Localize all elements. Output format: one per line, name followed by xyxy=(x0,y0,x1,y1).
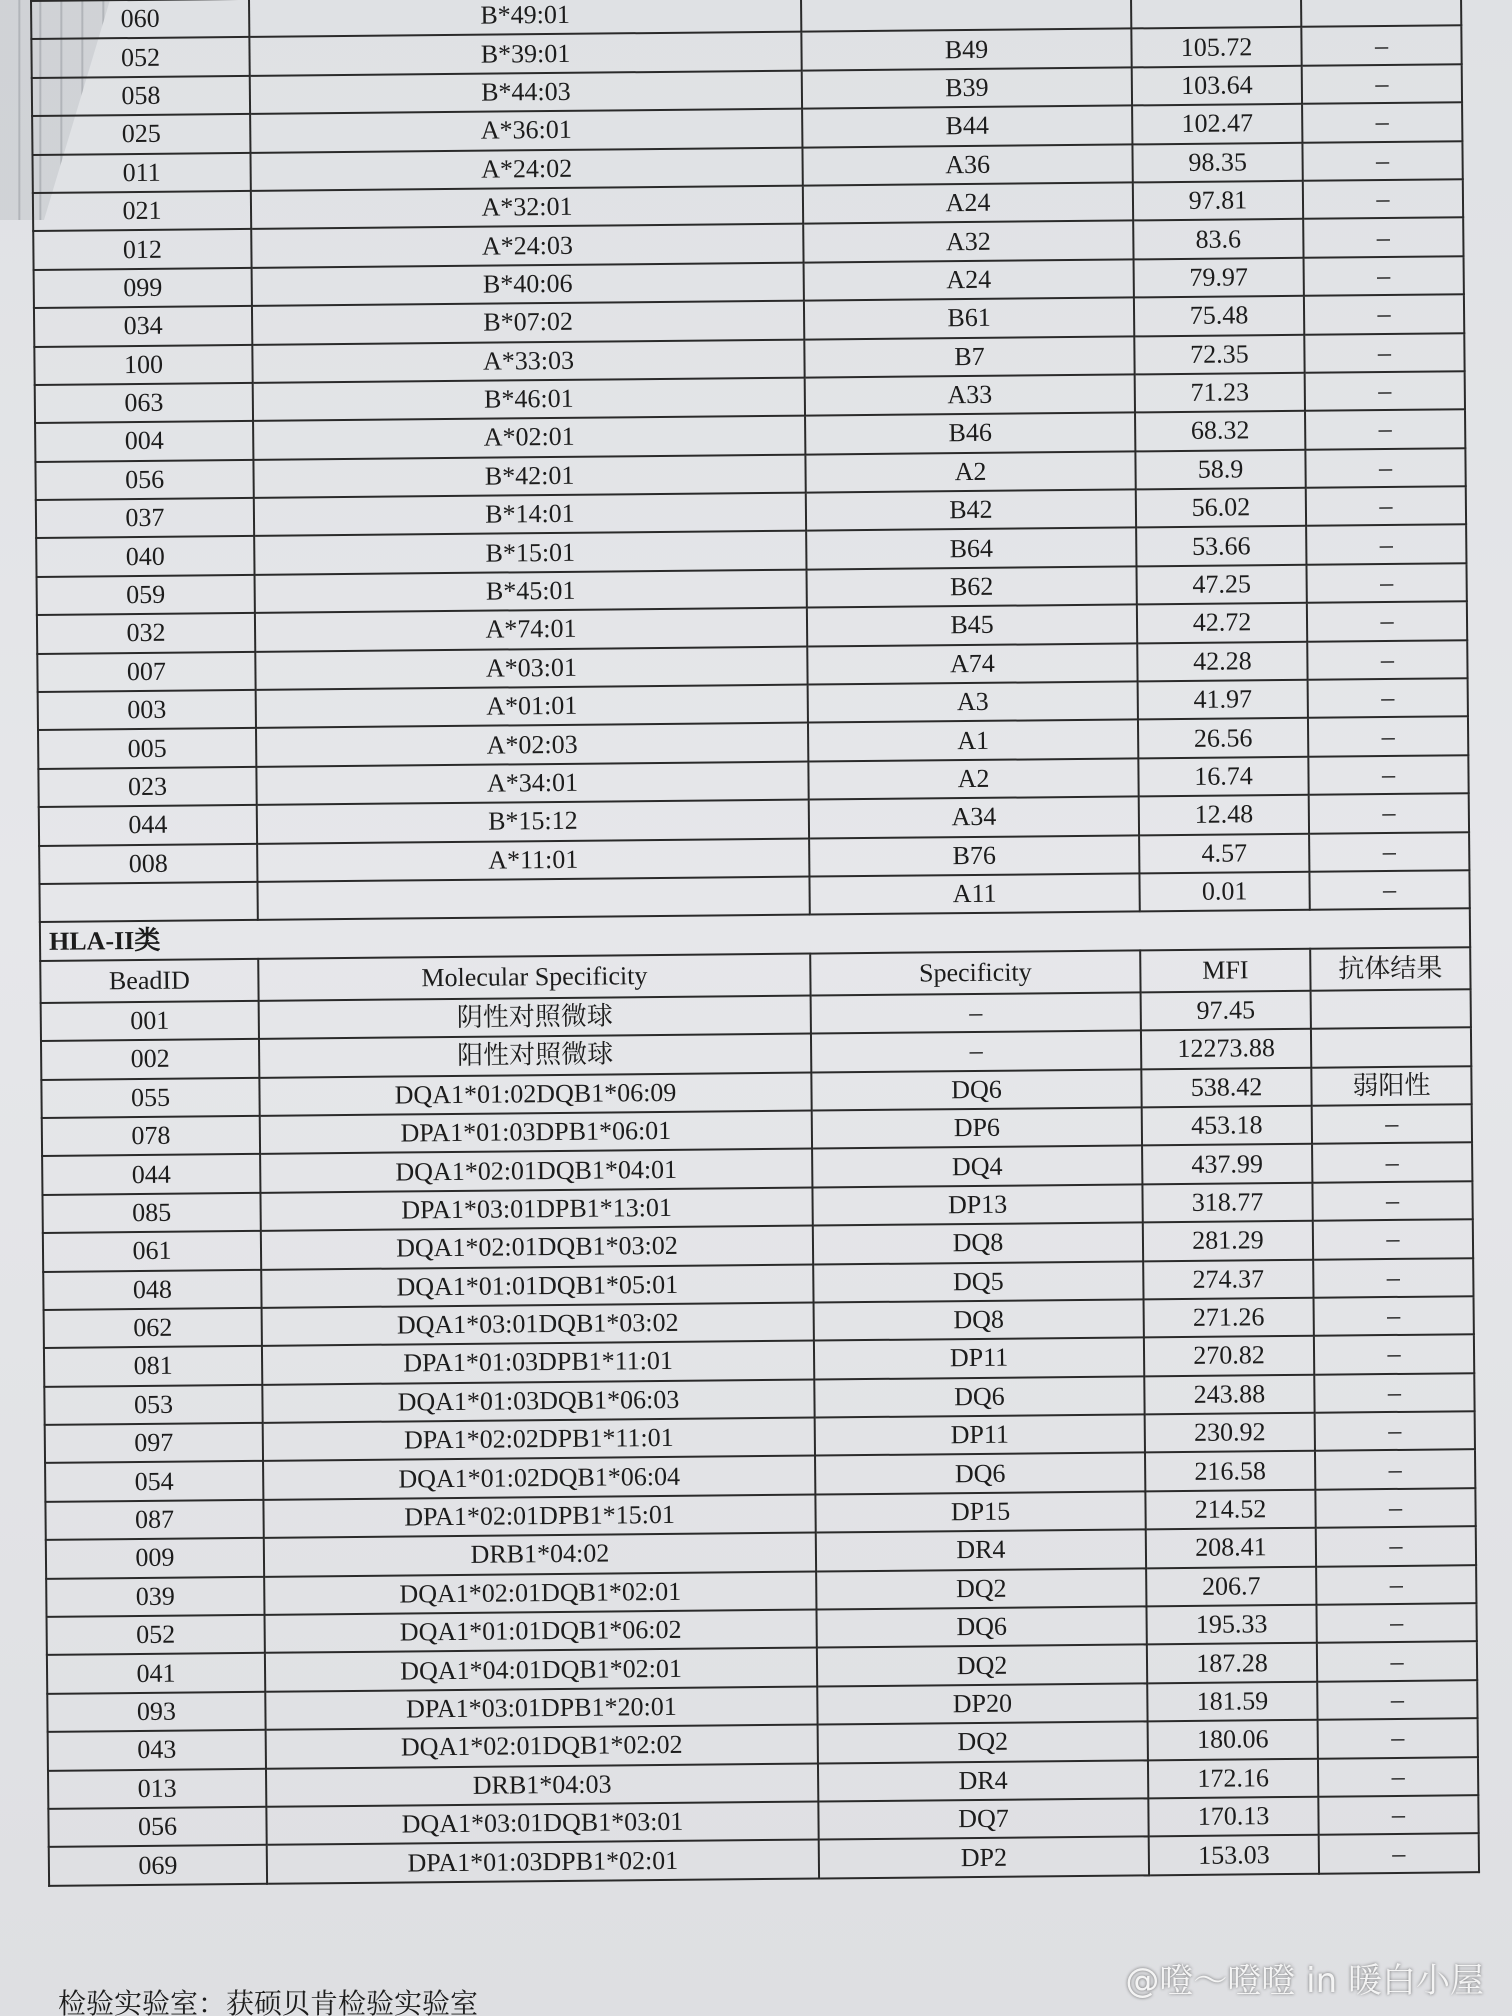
molecular-specificity-cell: 阴性对照微球 xyxy=(259,995,811,1039)
specificity-cell: DP20 xyxy=(817,1683,1147,1725)
specificity-cell: B61 xyxy=(804,298,1134,340)
antibody-result-cell: – xyxy=(1305,448,1465,488)
antibody-result-cell: – xyxy=(1302,141,1462,181)
specificity-cell: DR4 xyxy=(818,1760,1148,1802)
antibody-result-cell: – xyxy=(1304,294,1464,334)
bead-id-cell: 060 xyxy=(31,0,249,39)
specificity-cell: DQ2 xyxy=(816,1568,1146,1610)
specificity-cell: A2 xyxy=(805,451,1135,493)
specificity-cell: DQ6 xyxy=(814,1376,1144,1418)
antibody-result-cell: – xyxy=(1307,640,1467,680)
bead-id-cell: 085 xyxy=(42,1193,260,1233)
molecular-specificity-cell: DQA1*02:01DQB1*03:02 xyxy=(261,1226,813,1270)
antibody-result-cell: – xyxy=(1301,26,1461,66)
antibody-result-cell: – xyxy=(1317,1680,1477,1720)
specificity-cell: B7 xyxy=(804,336,1134,378)
specificity-cell: A1 xyxy=(808,720,1138,762)
antibody-result-cell: – xyxy=(1306,525,1466,565)
mfi-cell: 41.97 xyxy=(1138,680,1308,720)
bead-id-cell: 025 xyxy=(32,114,250,154)
antibody-result-cell: – xyxy=(1305,371,1465,411)
mfi-cell: 206.7 xyxy=(1146,1566,1316,1606)
bead-id-cell: 052 xyxy=(47,1615,265,1655)
mfi-cell: 71.23 xyxy=(1135,373,1305,413)
molecular-specificity-cell: B*15:01 xyxy=(254,531,806,575)
molecular-specificity-cell: DQA1*01:03DQB1*06:03 xyxy=(262,1379,814,1423)
mfi-cell: 26.56 xyxy=(1138,718,1308,758)
antibody-result-cell: – xyxy=(1314,1296,1474,1336)
molecular-specificity-cell: B*44:03 xyxy=(250,70,802,114)
molecular-specificity-cell: A*33:03 xyxy=(252,339,804,383)
bead-id-cell: 087 xyxy=(45,1500,263,1540)
specificity-cell: – xyxy=(811,1031,1141,1073)
molecular-specificity-cell: B*07:02 xyxy=(252,301,804,345)
specificity-cell xyxy=(801,0,1131,32)
bead-id-cell: 013 xyxy=(48,1768,266,1808)
molecular-specificity-cell: DQA1*01:01DQB1*06:02 xyxy=(265,1610,817,1654)
molecular-specificity-cell: B*42:01 xyxy=(253,454,805,498)
bead-id-cell: 003 xyxy=(38,690,256,730)
molecular-specificity-cell: DQA1*01:02DQB1*06:09 xyxy=(259,1072,811,1116)
bead-id-cell: 062 xyxy=(44,1308,262,1348)
specificity-cell: – xyxy=(811,992,1141,1034)
bead-id-cell: 034 xyxy=(34,306,252,346)
specificity-cell: DP13 xyxy=(812,1184,1142,1226)
antibody-result-cell: – xyxy=(1314,1373,1474,1413)
bead-id-cell: 040 xyxy=(36,536,254,576)
molecular-specificity-cell: DRB1*04:03 xyxy=(266,1763,818,1807)
specificity-cell: DP6 xyxy=(812,1107,1142,1149)
molecular-specificity-cell: DQA1*02:01DQB1*02:01 xyxy=(264,1571,816,1615)
mfi-cell: 271.26 xyxy=(1144,1298,1314,1338)
antibody-result-cell: – xyxy=(1307,601,1467,641)
specificity-cell: A74 xyxy=(807,643,1137,685)
bead-id-cell: 011 xyxy=(32,152,250,192)
molecular-specificity-cell: DPA1*02:02DPB1*11:01 xyxy=(263,1418,815,1462)
molecular-specificity-cell: A*34:01 xyxy=(256,761,808,805)
specificity-cell: DQ4 xyxy=(812,1146,1142,1188)
mfi-cell: 318.77 xyxy=(1142,1182,1312,1222)
watermark: @噔～噔噔 in 暖白小屋 xyxy=(1125,1961,1484,2001)
antibody-result-cell: – xyxy=(1306,486,1466,526)
molecular-specificity-cell: B*46:01 xyxy=(253,377,805,421)
specificity-cell: DP11 xyxy=(815,1414,1145,1456)
bead-id-cell: 002 xyxy=(41,1039,259,1079)
specificity-cell: DQ6 xyxy=(816,1606,1146,1648)
antibody-result-cell: – xyxy=(1308,717,1468,757)
header-specificity: Specificity xyxy=(810,950,1140,995)
bead-id-cell: 043 xyxy=(48,1730,266,1770)
bead-id-cell: 052 xyxy=(31,37,249,77)
bead-id-cell: 012 xyxy=(33,229,251,269)
antibody-result-cell: – xyxy=(1302,64,1462,104)
mfi-cell: 4.57 xyxy=(1139,833,1309,873)
antibody-result-cell: – xyxy=(1315,1411,1475,1451)
molecular-specificity-cell: DQA1*01:01DQB1*05:01 xyxy=(261,1264,813,1308)
bead-id-cell: 099 xyxy=(34,268,252,308)
specificity-cell: B46 xyxy=(805,413,1135,455)
mfi-cell: 180.06 xyxy=(1148,1720,1318,1760)
antibody-result-cell: – xyxy=(1302,102,1462,142)
antibody-result-cell: – xyxy=(1308,755,1468,795)
molecular-specificity-cell: B*15:12 xyxy=(257,800,809,844)
specificity-cell: DP11 xyxy=(814,1338,1144,1380)
molecular-specificity-cell: DQA1*02:01DQB1*04:01 xyxy=(260,1149,812,1193)
bead-id-cell: 032 xyxy=(37,613,255,653)
molecular-specificity-cell: DPA1*02:01DPB1*15:01 xyxy=(263,1494,815,1538)
mfi-cell: 270.82 xyxy=(1144,1336,1314,1376)
molecular-specificity-cell: A*02:03 xyxy=(256,723,808,767)
mfi-cell: 195.33 xyxy=(1146,1605,1316,1645)
mfi-cell: 187.28 xyxy=(1147,1643,1317,1683)
specificity-cell: DR4 xyxy=(816,1530,1146,1572)
mfi-cell: 170.13 xyxy=(1148,1797,1318,1837)
mfi-cell: 230.92 xyxy=(1145,1413,1315,1453)
specificity-cell: DQ2 xyxy=(817,1645,1147,1687)
mfi-cell: 16.74 xyxy=(1138,757,1308,797)
class-i-body xyxy=(31,0,1470,922)
mfi-cell: 274.37 xyxy=(1143,1259,1313,1299)
specificity-cell: DP15 xyxy=(815,1491,1145,1533)
specificity-cell: B62 xyxy=(807,566,1137,608)
mfi-cell: 97.45 xyxy=(1141,991,1311,1031)
antibody-result-cell: – xyxy=(1309,870,1469,910)
specificity-cell: A32 xyxy=(803,221,1133,263)
bead-id-cell: 093 xyxy=(47,1692,265,1732)
molecular-specificity-cell: B*49:01 xyxy=(249,0,801,37)
molecular-specificity-cell: B*40:06 xyxy=(252,262,804,306)
specificity-cell: A3 xyxy=(808,681,1138,723)
molecular-specificity-cell: 阳性对照微球 xyxy=(259,1034,811,1078)
molecular-specificity-cell: A*03:01 xyxy=(255,646,807,690)
molecular-specificity-cell: B*45:01 xyxy=(255,569,807,613)
bead-id-cell: 041 xyxy=(47,1653,265,1693)
header-mfi: MFI xyxy=(1140,949,1310,993)
antibody-result-cell: – xyxy=(1303,218,1463,258)
antibody-result-cell: – xyxy=(1315,1450,1475,1490)
specificity-cell: A36 xyxy=(802,144,1132,186)
antibody-result-cell: – xyxy=(1309,793,1469,833)
specificity-cell: B42 xyxy=(806,489,1136,531)
mfi-cell: 103.64 xyxy=(1132,66,1302,106)
bead-id-cell: 063 xyxy=(35,383,253,423)
specificity-cell: A33 xyxy=(805,374,1135,416)
specificity-cell: A24 xyxy=(803,182,1133,224)
specificity-cell: A11 xyxy=(809,873,1139,915)
mfi-cell: 453.18 xyxy=(1142,1106,1312,1146)
antibody-result-cell: – xyxy=(1318,1757,1478,1797)
specificity-cell: DQ7 xyxy=(818,1798,1148,1840)
molecular-specificity-cell: DPA1*01:03DPB1*11:01 xyxy=(262,1341,814,1385)
specificity-cell: DQ6 xyxy=(815,1453,1145,1495)
antibody-result-cell: – xyxy=(1303,179,1463,219)
molecular-specificity-cell: DPA1*01:03DPB1*06:01 xyxy=(260,1110,812,1154)
molecular-specificity-cell: DQA1*03:01DQB1*03:01 xyxy=(266,1801,818,1845)
mfi-cell: 12273.88 xyxy=(1141,1029,1311,1069)
molecular-specificity-cell: B*14:01 xyxy=(254,493,806,537)
antibody-result-cell: – xyxy=(1304,256,1464,296)
bead-id-cell: 058 xyxy=(32,76,250,116)
footer-lab-name: 检验实验室：获硕贝肯检验实验室 xyxy=(58,1989,479,2016)
bead-id-cell: 056 xyxy=(35,460,253,500)
header-molecular-specificity: Molecular Specificity xyxy=(258,953,810,1000)
molecular-specificity-cell: DQA1*03:01DQB1*03:02 xyxy=(262,1302,814,1346)
specificity-cell: DQ8 xyxy=(814,1299,1144,1341)
hla-table xyxy=(30,0,1480,1887)
antibody-result-cell xyxy=(1311,989,1471,1029)
mfi-cell: 437.99 xyxy=(1142,1144,1312,1184)
molecular-specificity-cell: DQA1*01:02DQB1*06:04 xyxy=(263,1456,815,1500)
molecular-specificity-cell: DRB1*04:02 xyxy=(264,1533,816,1577)
specificity-cell: A24 xyxy=(804,259,1134,301)
mfi-cell: 97.81 xyxy=(1133,181,1303,221)
antibody-result-cell: 弱阳性 xyxy=(1311,1066,1471,1106)
bead-id-cell: 007 xyxy=(37,652,255,692)
bead-id-cell: 059 xyxy=(37,575,255,615)
antibody-result-cell: – xyxy=(1312,1181,1472,1221)
mfi-cell: 83.6 xyxy=(1133,219,1303,259)
mfi-cell: 47.25 xyxy=(1136,565,1306,605)
bead-id-cell: 054 xyxy=(45,1461,263,1501)
molecular-specificity-cell: DPA1*03:01DPB1*13:01 xyxy=(260,1187,812,1231)
bead-id-cell: 097 xyxy=(45,1423,263,1463)
bead-id-cell: 004 xyxy=(35,421,253,461)
bead-id-cell: 039 xyxy=(46,1576,264,1616)
mfi-cell: 42.72 xyxy=(1137,603,1307,643)
mfi-cell xyxy=(1131,0,1301,29)
mfi-cell: 58.9 xyxy=(1135,449,1305,489)
antibody-result-cell: – xyxy=(1314,1334,1474,1374)
antibody-result-cell: – xyxy=(1318,1718,1478,1758)
antibody-result-cell: – xyxy=(1313,1258,1473,1298)
molecular-specificity-cell: A*01:01 xyxy=(256,685,808,729)
antibody-result-cell: – xyxy=(1305,410,1465,450)
molecular-specificity-cell: A*36:01 xyxy=(250,109,802,153)
bead-id-cell xyxy=(39,882,257,922)
specificity-cell: B45 xyxy=(807,605,1137,647)
antibody-result-cell: – xyxy=(1308,678,1468,718)
molecular-specificity-cell xyxy=(257,877,809,921)
bead-id-cell: 055 xyxy=(41,1077,259,1117)
molecular-specificity-cell: DPA1*03:01DPB1*20:01 xyxy=(265,1686,817,1730)
bead-id-cell: 044 xyxy=(42,1154,260,1194)
specificity-cell: B49 xyxy=(801,29,1131,71)
antibody-result-cell xyxy=(1301,0,1461,27)
specificity-cell: A2 xyxy=(808,758,1138,800)
antibody-result-cell: – xyxy=(1313,1219,1473,1259)
antibody-result-cell: – xyxy=(1319,1834,1479,1874)
mfi-cell: 42.28 xyxy=(1137,641,1307,681)
antibody-result-cell xyxy=(1311,1027,1471,1067)
mfi-cell: 53.66 xyxy=(1136,526,1306,566)
molecular-specificity-cell: A*74:01 xyxy=(255,608,807,652)
antibody-result-cell: – xyxy=(1306,563,1466,603)
bead-id-cell: 021 xyxy=(33,191,251,231)
mfi-cell: 281.29 xyxy=(1143,1221,1313,1261)
mfi-cell: 208.41 xyxy=(1146,1528,1316,1568)
mfi-cell: 79.97 xyxy=(1134,258,1304,298)
bead-id-cell: 005 xyxy=(38,728,256,768)
mfi-cell: 98.35 xyxy=(1132,142,1302,182)
mfi-cell: 181.59 xyxy=(1147,1682,1317,1722)
header-bead-id: BeadID xyxy=(40,959,258,1003)
specificity-cell: A34 xyxy=(809,797,1139,839)
antibody-result-cell: – xyxy=(1304,333,1464,373)
antibody-result-cell: – xyxy=(1312,1143,1472,1183)
antibody-result-cell: – xyxy=(1316,1565,1476,1605)
specificity-cell: B76 xyxy=(809,835,1139,877)
mfi-cell: 172.16 xyxy=(1148,1758,1318,1798)
antibody-result-cell: – xyxy=(1317,1642,1477,1682)
mfi-cell: 75.48 xyxy=(1134,296,1304,336)
bead-id-cell: 069 xyxy=(49,1845,267,1885)
antibody-result-cell: – xyxy=(1315,1488,1475,1528)
header-antibody-result: 抗体结果 xyxy=(1310,947,1470,991)
specificity-cell: B39 xyxy=(802,67,1132,109)
specificity-cell: DQ8 xyxy=(813,1222,1143,1264)
bead-id-cell: 008 xyxy=(39,843,257,883)
bead-id-cell: 044 xyxy=(39,805,257,845)
antibody-result-cell: – xyxy=(1318,1795,1478,1835)
mfi-cell: 538.42 xyxy=(1141,1067,1311,1107)
bead-id-cell: 056 xyxy=(48,1807,266,1847)
mfi-cell: 214.52 xyxy=(1145,1490,1315,1530)
mfi-cell: 105.72 xyxy=(1131,27,1301,67)
molecular-specificity-cell: A*32:01 xyxy=(251,186,803,230)
specificity-cell: DQ2 xyxy=(818,1722,1148,1764)
specificity-cell: DQ6 xyxy=(811,1069,1141,1111)
molecular-specificity-cell: A*11:01 xyxy=(257,838,809,882)
molecular-specificity-cell: A*02:01 xyxy=(253,416,805,460)
specificity-cell: DP2 xyxy=(819,1837,1149,1879)
bead-id-cell: 081 xyxy=(44,1346,262,1386)
specificity-cell: B64 xyxy=(806,528,1136,570)
mfi-cell: 216.58 xyxy=(1145,1451,1315,1491)
mfi-cell: 153.03 xyxy=(1149,1835,1319,1875)
bead-id-cell: 023 xyxy=(38,767,256,807)
antibody-result-cell: – xyxy=(1309,832,1469,872)
bead-id-cell: 009 xyxy=(46,1538,264,1578)
molecular-specificity-cell: DQA1*02:01DQB1*02:02 xyxy=(266,1725,818,1769)
molecular-specificity-cell: A*24:03 xyxy=(251,224,803,268)
antibody-result-cell: – xyxy=(1316,1603,1476,1643)
class-ii-title: HLA-II类 xyxy=(40,909,1470,961)
bead-id-cell: 061 xyxy=(43,1231,261,1271)
bead-id-cell: 078 xyxy=(42,1116,260,1156)
specificity-cell: B44 xyxy=(802,106,1132,148)
bead-id-cell: 053 xyxy=(44,1385,262,1425)
mfi-cell: 0.01 xyxy=(1139,872,1309,912)
mfi-cell: 72.35 xyxy=(1134,334,1304,374)
molecular-specificity-cell: B*39:01 xyxy=(249,32,801,76)
mfi-cell: 102.47 xyxy=(1132,104,1302,144)
molecular-specificity-cell: DQA1*04:01DQB1*02:01 xyxy=(265,1648,817,1692)
bead-id-cell: 048 xyxy=(43,1269,261,1309)
bead-id-cell: 100 xyxy=(34,344,252,384)
antibody-result-cell: – xyxy=(1316,1526,1476,1566)
mfi-cell: 243.88 xyxy=(1144,1374,1314,1414)
mfi-cell: 56.02 xyxy=(1136,488,1306,528)
report-sheet xyxy=(30,0,1478,1887)
class-ii-body xyxy=(41,989,1479,1886)
mfi-cell: 12.48 xyxy=(1139,795,1309,835)
specificity-cell: DQ5 xyxy=(813,1261,1143,1303)
molecular-specificity-cell: A*24:02 xyxy=(250,147,802,191)
molecular-specificity-cell: DPA1*01:03DPB1*02:01 xyxy=(267,1840,819,1884)
bead-id-cell: 001 xyxy=(41,1001,259,1041)
bead-id-cell: 037 xyxy=(36,498,254,538)
antibody-result-cell: – xyxy=(1312,1104,1472,1144)
mfi-cell: 68.32 xyxy=(1135,411,1305,451)
